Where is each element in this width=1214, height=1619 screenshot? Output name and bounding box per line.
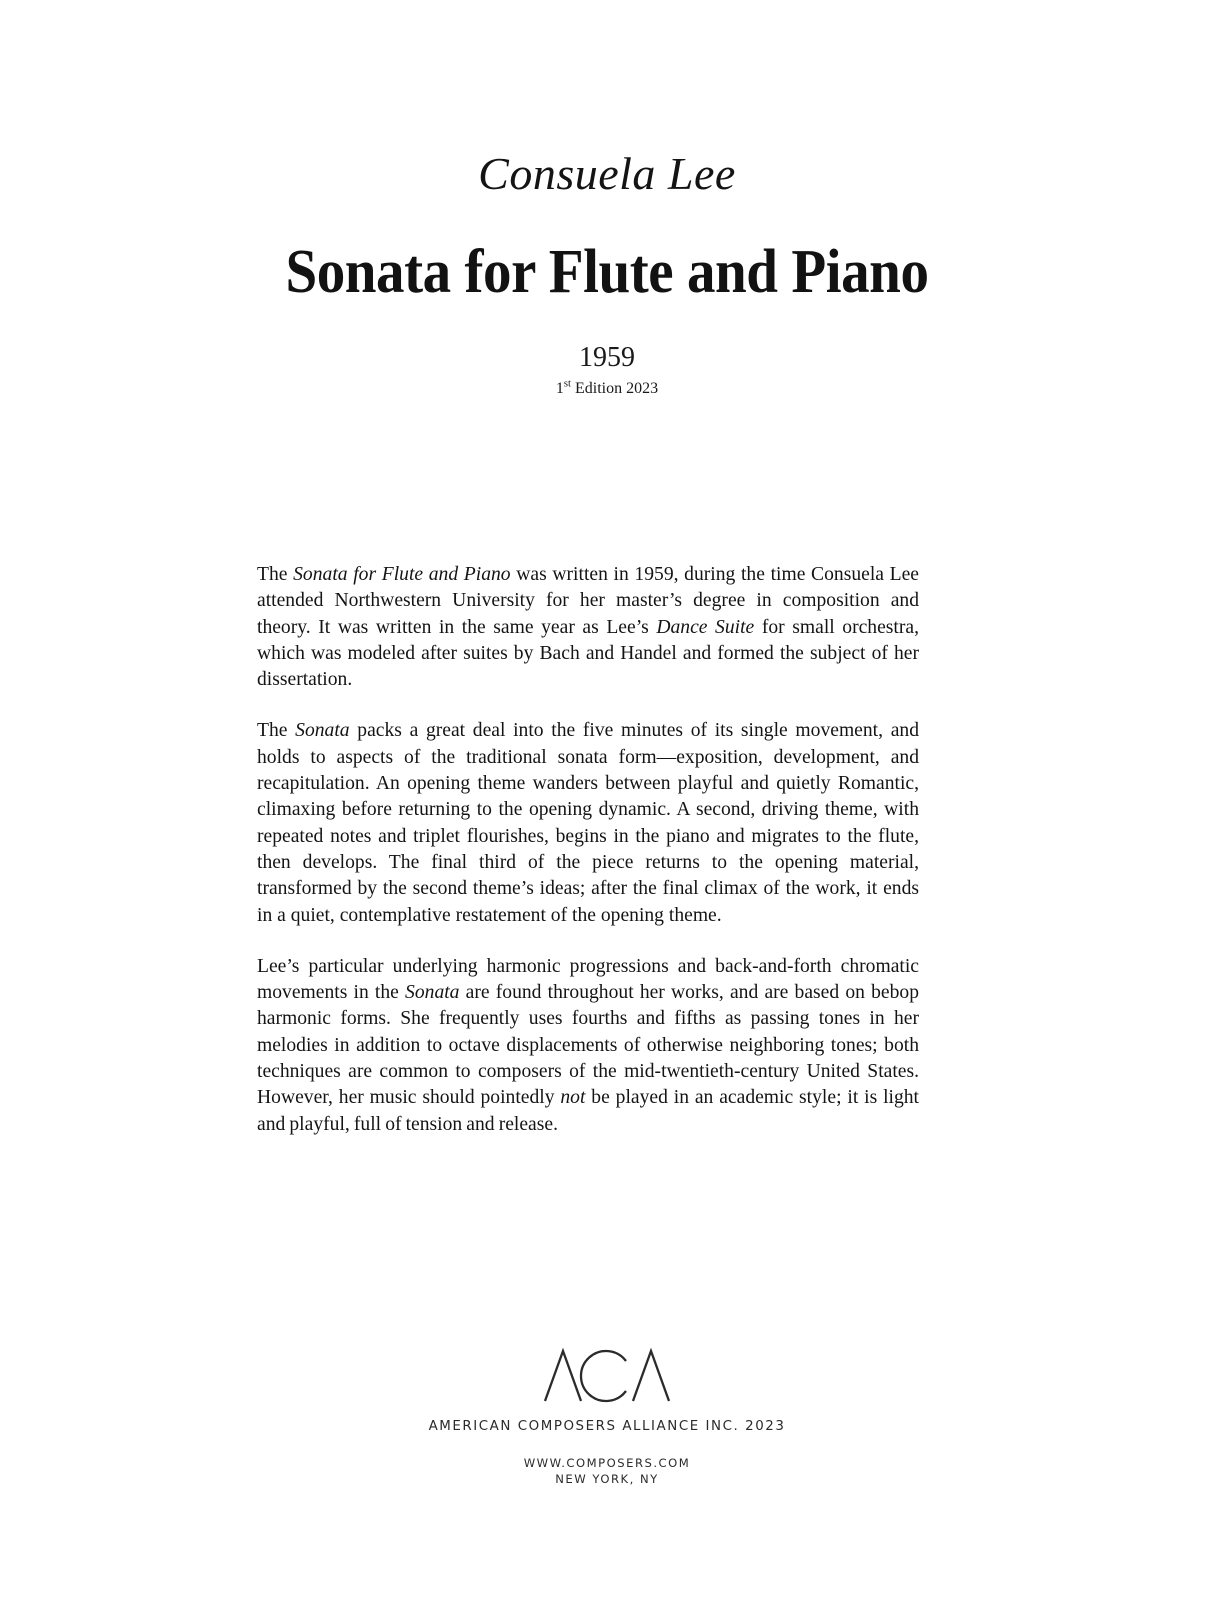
paragraph-2-sonata-italic: Sonata: [295, 720, 350, 742]
paragraph-3-not-emphasis: not: [560, 1087, 586, 1109]
paragraph-3-segment-5: be played in an academic style; it is light and playful, full of tension and release.: [257, 1087, 920, 1135]
paragraph-1-work-title-italic: Sonata for Flute and Piano: [293, 564, 511, 585]
paragraph-1-segment-3: was written in 1959, during the time Consuela Lee attended Northwestern University for her master’s degree in composition and theory. It was written in the same year as Lee’s: [257, 564, 919, 638]
edition-label: Edition 2023: [570, 380, 659, 398]
program-notes: [257, 562, 919, 1138]
edition-statement: [0, 379, 1214, 398]
paragraph-2-segment-1: The: [257, 720, 296, 742]
program-note-paragraph-2: [257, 718, 919, 928]
composer-name: Consuela Lee: [478, 148, 736, 199]
composition-year: 1959: [579, 342, 635, 374]
paragraph-2-segment-3: packs a great deal into the five minutes of its single movement, and holds to aspects of the traditional sonata form—exposition, development, and recapitulation. An opening theme wanders between playful and quietly Romantic, climaxing before returning to the opening dynamic. A second, driving theme, with repeated notes and triplet flourishes, begins in the piano and migrates to the flute, then develops. The final third of the piece returns to the opening material, transformed by the second theme’s ideas; after the final climax of the work, it ends in a quiet, contemplative restatement of the opening theme.: [257, 720, 919, 926]
program-note-paragraph-3: [257, 954, 919, 1138]
publisher-city: NEW YORK, NY: [555, 1472, 659, 1486]
page-title: Sonata for Flute and Piano: [285, 238, 929, 307]
aca-logo-icon: [0, 1347, 1214, 1403]
edition-number: 1: [555, 380, 564, 398]
paragraph-3-sonata-italic: Sonata: [405, 982, 460, 1004]
publisher-name: AMERICAN COMPOSERS ALLIANCE INC. 2023: [428, 1419, 786, 1434]
edition-ordinal-suffix: st: [563, 378, 571, 390]
publisher-website[interactable]: WWW.COMPOSERS.COM: [523, 1456, 691, 1470]
paragraph-1-segment-5: for small orchestra, which was modeled after suites by Bach and Handel and formed the subject of her dissertation.: [257, 616, 919, 691]
paragraph-1-dance-suite-italic: Dance Suite: [656, 616, 755, 638]
title-block: [0, 150, 1214, 398]
paragraph-3-segment-1: Lee’s particular underlying harmonic progressions and back-and-forth chromatic movements in the: [257, 955, 919, 1004]
publisher-footer: [0, 1347, 1214, 1486]
program-note-paragraph-1: [257, 562, 919, 693]
paragraph-3-segment-3: are found throughout her works, and are based on bebop harmonic forms. She frequently uses fourths and fifths as passing tones in her melodies in addition to octave displacements of otherwise neighboring tones; both techniques are common to composers of the mid-twentieth-century United States. However, her music should pointedly: [257, 982, 919, 1109]
paragraph-1-segment-1: The: [257, 564, 294, 585]
